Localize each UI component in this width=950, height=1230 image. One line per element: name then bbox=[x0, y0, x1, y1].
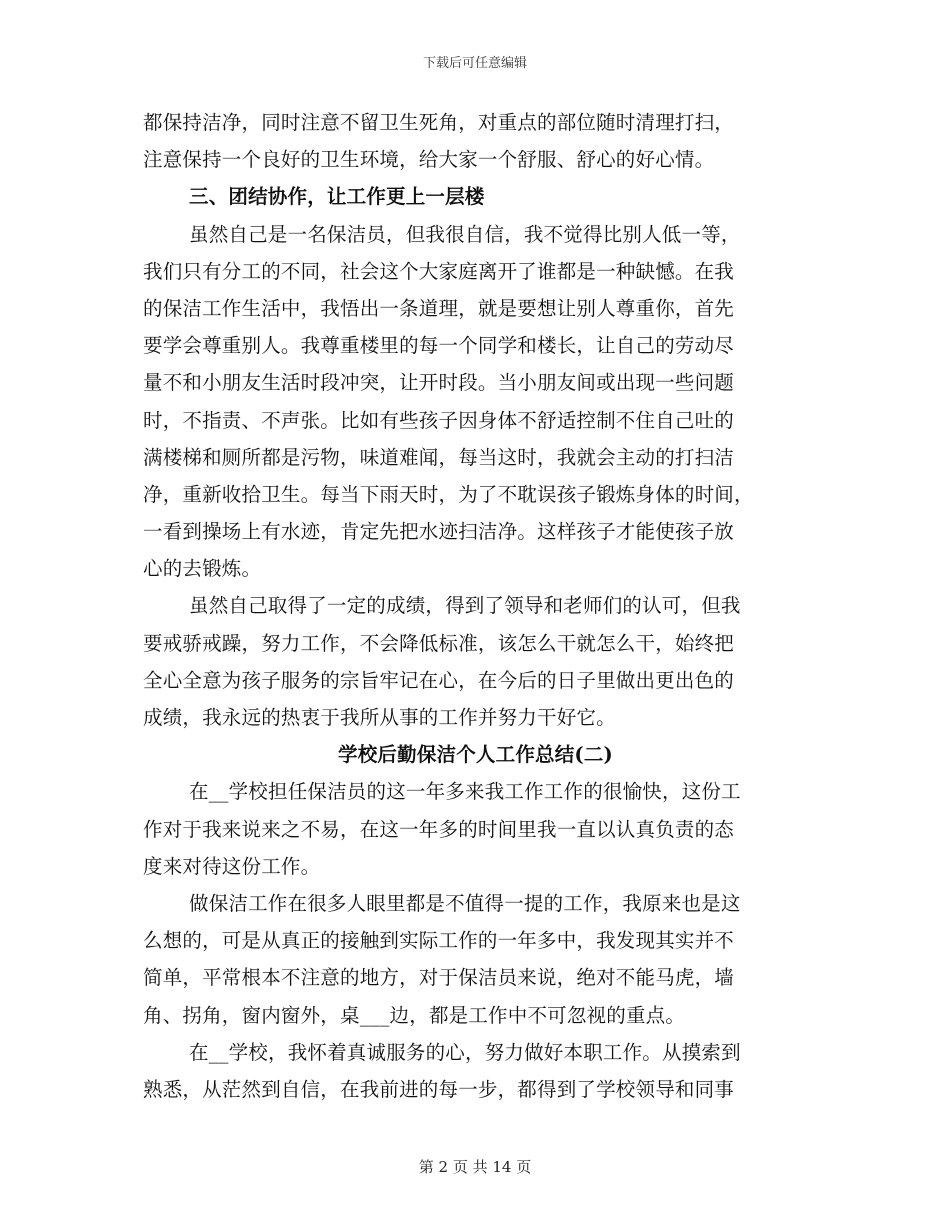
page-footer: 第 2 页 共 14 页 bbox=[418, 1158, 532, 1176]
body-line: 成绩，我永远的热衷于我所从事的工作并努力干好它。 bbox=[143, 706, 616, 729]
body-line: 角、拐角，窗内窗外，桌___边，都是工作中不可忽视的重点。 bbox=[143, 1003, 686, 1027]
body-line: 作对于我来说来之不易，在这一年多的时间里我一直以认真负责的态 bbox=[143, 817, 735, 841]
paragraph-first-line: 做保洁工作在很多人眼里都是不值得一提的工作，我原来也是这 bbox=[189, 891, 741, 915]
body-line: 满楼梯和厕所都是污物，味道难闻，每当这时，我就会主动的打扫洁 bbox=[143, 445, 735, 469]
body-line: 时，不指责、不声张。比如有些孩子因身体不舒适控制不住自己吐的 bbox=[143, 408, 735, 432]
paragraph-first-line: 虽然自己是一名保洁员，但我很自信，我不觉得比别人低一等， bbox=[189, 222, 741, 246]
body-line: 心的去锻炼。 bbox=[143, 557, 262, 581]
body-line: 度来对待这份工作。 bbox=[143, 854, 321, 878]
body-line: 简单，平常根本不注意的地方，对于保洁员来说，绝对不能马虎，墙 bbox=[143, 966, 735, 990]
body-line: 净，重新收拾卫生。每当下雨天时，为了不耽误孩子锻炼身体的时间， bbox=[143, 482, 754, 506]
body-line: 要戒骄戒躁，努力工作，不会降低标准，该怎么干就怎么干，始终把 bbox=[143, 631, 735, 655]
paragraph-first-line: 在__学校，我怀着真诚服务的心，努力做好本职工作。从摸索到 bbox=[189, 1040, 741, 1064]
body-line: 我们只有分工的不同，社会这个大家庭离开了谁都是一种缺憾。在我 bbox=[143, 259, 735, 283]
paragraph-first-line: 在__学校担任保洁员的这一年多来我工作工作的很愉快，这份工 bbox=[189, 780, 741, 804]
page-header: 下载后可任意编辑 bbox=[422, 56, 527, 71]
body-line: 量不和小朋友生活时段冲突，让开时段。当小朋友间或出现一些问题 bbox=[143, 371, 735, 395]
document-body bbox=[143, 104, 808, 1108]
body-line: 要学会尊重别人。我尊重楼里的每一个同学和楼长，让自己的劳动尽 bbox=[143, 334, 735, 358]
body-line: 么想的，可是从真正的接触到实际工作的一年多中，我发现其实并不 bbox=[143, 929, 735, 953]
paragraph-first-line: 虽然自己取得了一定的成绩，得到了领导和老师们的认可，但我 bbox=[189, 594, 741, 618]
body-line: 熟悉，从茫然到自信，在我前进的每一步，都得到了学校领导和同事 bbox=[143, 1077, 735, 1101]
body-line: 都保持洁净，同时注意不留卫生死角，对重点的部位随时清理打扫， bbox=[143, 111, 735, 134]
document-title: 学校后勤保洁个人工作总结(二) bbox=[338, 743, 613, 767]
section-heading: 三、团结协作，让工作更上一层楼 bbox=[189, 185, 485, 209]
body-line: 注意保持一个良好的卫生环境，给大家一个舒服、舒心的好心情。 bbox=[143, 148, 715, 172]
body-line: 全心全意为孩子服务的宗旨牢记在心，在今后的日子里做出更出色的 bbox=[143, 668, 735, 692]
body-line: 的保洁工作生活中，我悟出一条道理，就是要想让别人尊重你，首先 bbox=[143, 296, 735, 320]
body-line: 一看到操场上有水迹，肯定先把水迹扫洁净。这样孩子才能使孩子放 bbox=[143, 520, 735, 544]
